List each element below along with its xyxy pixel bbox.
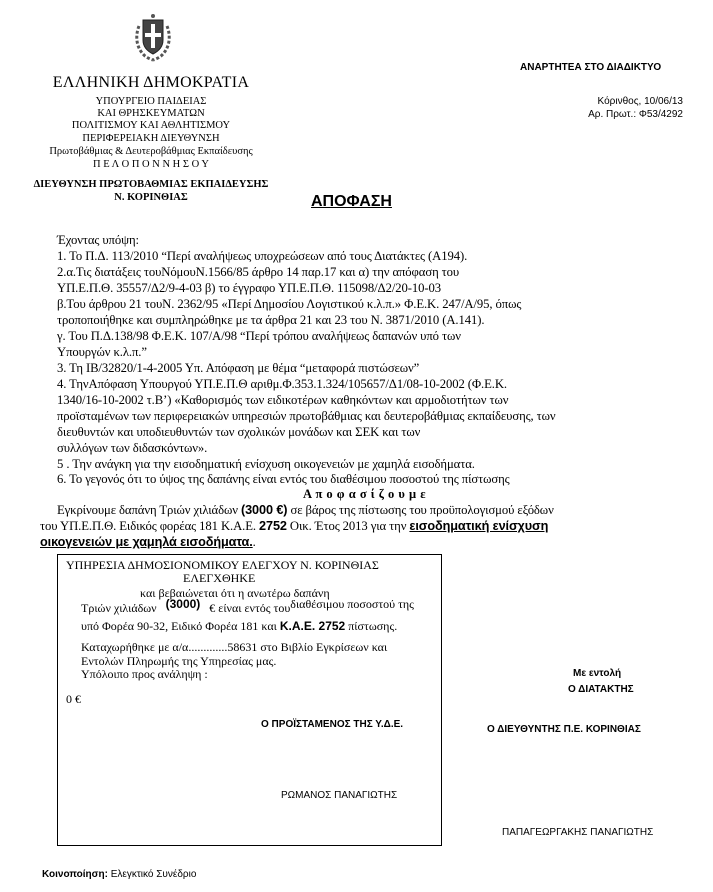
audit-amount-line [81,597,414,616]
considering-line: ΥΠ.Ε.Π.Θ. 35557/Δ2/9-4-03 β) το έγγραφο ΥΠ.Ε.Π.Θ. 115098/Δ2/20-10-03 [57,281,441,295]
audit-text: Τριών χιλιάδων [81,601,157,615]
considering-line: 1340/16-10-2002 τ.Β’) «Καθορισμός των ειδικοτέρων καθηκόντων και αρμοδιοτήτων των [57,393,509,407]
audit-amount: (3000) [165,597,201,611]
audit-text: € είναι εντός του [209,601,291,615]
region-line-2: Πρωτοβάθμιας & Δευτεροβάθμιας Εκπαίδευσης [49,146,253,157]
decision-purpose: εισοδηματική ενίσχυση [409,519,549,533]
ministry-line-1: ΥΠΟΥΡΓΕΙΟ ΠΑΙΔΕΙΑΣ [95,96,207,107]
decision-amount: (3000 €) [240,503,288,517]
decision-text: . [252,535,256,549]
audit-head-name: ΡΩΜΑΝΟΣ ΠΑΝΑΓΙΩΤΗΣ [281,790,398,801]
signature-director: Ο ΔΙΕΥΘΥΝΤΗΣ Π.Ε. ΚΟΡΙΝΘΙΑΣ [487,724,641,735]
decision-text: Εγκρίνουμε δαπάνη Τριών χιλιάδων [57,503,241,517]
decision-kae: 2752 [259,519,287,533]
considering-line: γ. Του Π.Δ.138/98 Φ.Ε.Κ. 107/Α/98 “Περί τρόπου αναλήψεως δαπανών υπό των [57,329,461,343]
decision-text: Οικ. Έτος 2013 για την [286,519,410,533]
decision-text: σε βάρος της πίστωσης του προϋπολογισμού εξόδων [287,503,554,517]
decision-line-2 [40,519,548,534]
considering-line: 3. Τη ΙΒ/32820/1-4-2005 Υπ. Απόφαση με θέμα “μεταφορά πιστώσεων” [57,361,420,375]
considering-line: συλλόγων των διδασκόντων». [57,441,208,455]
directorate-line-2: Ν. ΚΟΡΙΝΘΙΑΣ [114,192,188,203]
ministry-line-2: ΚΑΙ ΘΡΗΣΚΕΥΜΑΤΩΝ [97,108,205,119]
republic-title: ΕΛΛΗΝΙΚΗ ΔΗΜΟΚΡΑΤΙΑ [52,74,250,91]
audit-registration: Καταχωρήθηκε με α/α.............58631 στο Βιβλίο Εγκρίσεων και [81,640,388,654]
ministry-line-3: ΠΟΛΙΤΙΣΜΟΥ ΚΑΙ ΑΘΛΗΤΙΣΜΟΥ [71,120,231,131]
audit-service-title: ΥΠΗΡΕΣΙΑ ΔΗΜΟΣΙΟΝΟΜΙΚΟΥ ΕΛΕΓΧΟΥ Ν. ΚΟΡΙΝΘΙΑΣ [66,558,379,572]
decision-text: του ΥΠ.Ε.Π.Θ. Ειδικός φορέας 181 Κ.Α.Ε. [40,519,260,533]
decision-title: ΑΠΟΦΑΣΗ [311,193,392,210]
considering-line: 6. Το γεγονός ότι το ύψος της δαπάνης είναι εντός του διαθέσιμου ποσοστού της πίστωσης [57,472,510,486]
audit-kae: Κ.Α.Ε. 2752 [279,619,346,633]
signature-issuer: Ο ΔΙΑΤΑΚΤΗΣ [568,684,634,695]
considering-line: 1. Το Π.Δ. 113/2010 “Περί αναλήψεως υποχρεώσεων από τους Διατάκτες (Α194). [57,249,468,263]
decision-line-1 [57,503,554,518]
considering-line: προϊσταμένων των περιφερειακών υπηρεσιών πρωτοβάθμιας και δευτεροβάθμιας εκπαίδευσης, των [57,409,556,423]
audit-checked: ΕΛΕΓΧΘΗΚΕ [183,571,256,585]
considering-line: διευθυντών και υποδιευθυντών των σχολικών μονάδων και ΣΕΚ και των [57,425,421,439]
audit-text: υπό Φορέα 90-32, Ειδικό Φορέα 181 και [81,619,280,633]
audit-text: και βεβαιώνεται ότι η ανωτέρω δαπάνη [140,586,330,600]
region-line-1: ΠΕΡΙΦΕΡΕΙΑΚΗ ΔΙΕΥΘΥΝΣΗ [82,133,220,144]
considering-line: β.Του άρθρου 21 τουΝ. 2362/95 «Περί Δημοσίου Λογιστικού κ.λ.π.» Φ.Ε.Κ. 247/Α/95, όπως [57,297,522,311]
audit-registration: Εντολών Πληρωμής της Υπηρεσίας μας. [81,654,277,668]
region-line-3: Π Ε Λ Ο Π Ο Ν Ν Η Σ Ο Υ [92,159,210,170]
signature-order: Με εντολή [573,668,622,679]
cc-value: Ελεγκτικό Συνέδριο [107,869,197,880]
audit-balance-label: Υπόλοιπο προς ανάληψη : [81,667,208,681]
considering-line: τροποποιήθηκε και συμπληρώθηκε με τα άρθρα 21 και 23 του Ν. 3871/2010 (Α.141). [57,313,485,327]
audit-text: πίστωσης. [345,619,398,633]
cc-label: Κοινοποίηση: [42,869,108,880]
greek-emblem-icon [131,12,175,62]
decision-purpose: οικογενειών με χαμηλά εισοδήματα. [40,535,253,549]
protocol-number: Αρ. Πρωτ.: Φ53/4292 [588,109,683,120]
considering-line: 5 . Την ανάγκη για την εισοδηματική ενίσχυση οικογενειών με χαμηλά εισοδήματα. [57,457,475,471]
audit-balance-value: 0 € [66,692,81,706]
directorate-line-1: ΔΙΕΥΘΥΝΣΗ ΠΡΩΤΟΒΑΘΜΙΑΣ ΕΚΠΑΙΔΕΥΣΗΣ [33,179,269,190]
audit-carrier-line [81,619,397,634]
considering-line: Υπουργών κ.λ.π.” [57,345,147,359]
audit-head-title: Ο ΠΡΟΪΣΤΑΜΕΝΟΣ ΤΗΣ Υ.Δ.Ε. [261,719,404,730]
decide-heading: Α π ο φ α σ ί ζ ο υ μ ε [303,487,427,501]
considering-intro: Έχοντας υπόψη: [57,233,139,247]
cc-line [42,869,196,880]
post-online-label: ΑΝΑΡΤΗΤΕΑ ΣΤΟ ΔΙΑΔΙΚΤΥΟ [520,62,662,73]
audit-text: διαθέσιμου ποσοστού της [290,597,414,611]
considering-line: 2.α.Τις διατάξεις τουΝόμουΝ.1566/85 άρθρο 14 παρ.17 και α) την απόφαση του [57,265,460,279]
audit-box [57,554,442,846]
decision-line-3 [40,535,256,550]
considering-line: 4. ΤηνΑπόφαση Υπουργού ΥΠ.Ε.Π.Θ αριθμ.Φ.353.1.324/105657/Δ1/08-10-2002 (Φ.Ε.Κ. [57,377,507,391]
document-date: Κόρινθος, 10/06/13 [597,96,683,107]
signature-name: ΠΑΠΑΓΕΩΡΓΑΚΗΣ ΠΑΝΑΓΙΩΤΗΣ [502,827,654,838]
